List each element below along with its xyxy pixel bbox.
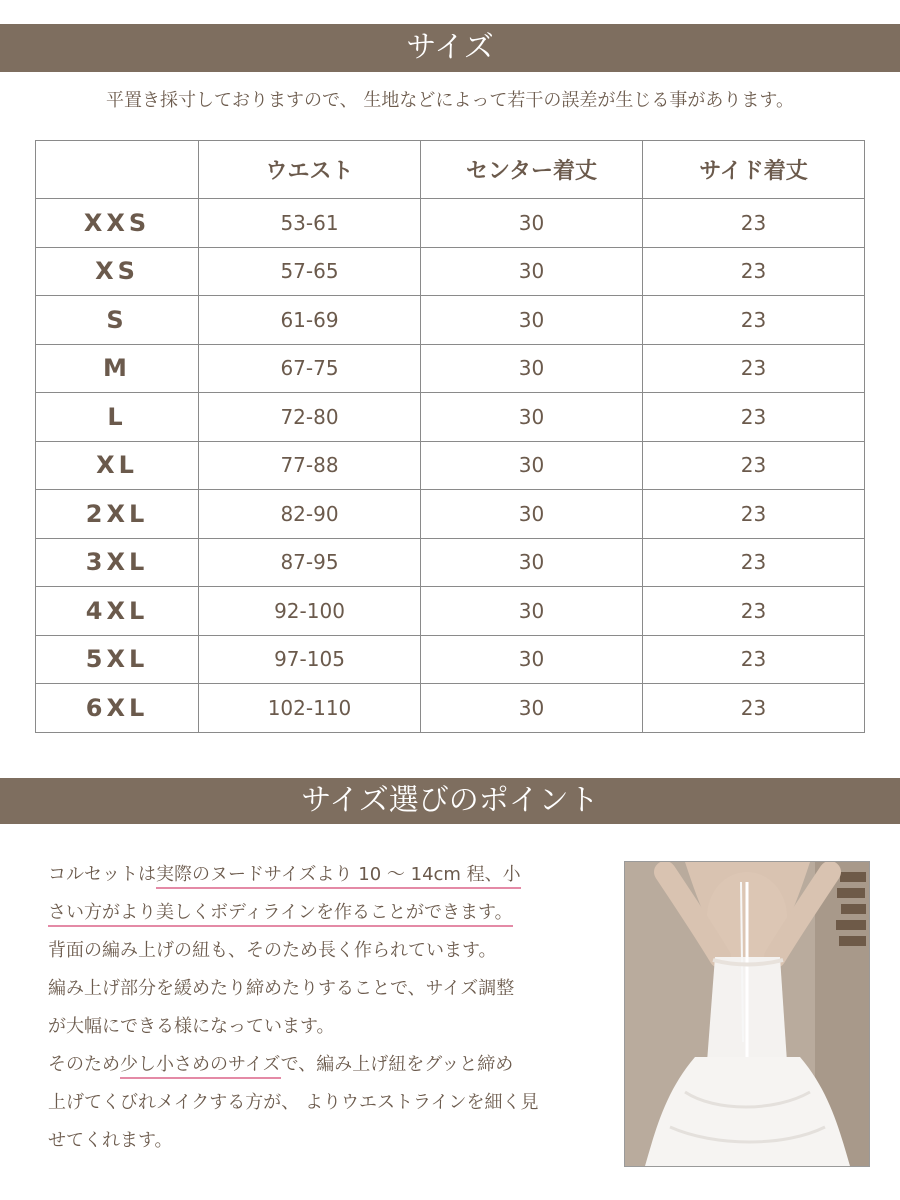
table-row bbox=[36, 490, 865, 539]
side-length-cell: 23 bbox=[643, 538, 865, 587]
table-header-row bbox=[36, 141, 865, 199]
center-length-cell: 30 bbox=[421, 441, 643, 490]
side-length-cell: 23 bbox=[643, 393, 865, 442]
table-row bbox=[36, 587, 865, 636]
points-line bbox=[48, 856, 608, 894]
size-points-text bbox=[48, 856, 608, 1160]
points-line bbox=[48, 1046, 608, 1084]
waist-cell: 77-88 bbox=[199, 441, 421, 490]
size-label: 2XL bbox=[36, 490, 199, 539]
waist-cell: 61-69 bbox=[199, 296, 421, 345]
points-text-segment: 編み上げ部分を緩めたり締めたりすることで、サイズ調整 bbox=[48, 978, 515, 999]
waist-cell: 97-105 bbox=[199, 635, 421, 684]
size-section-title: サイズ bbox=[406, 30, 494, 65]
points-text-segment: 背面の編み上げの紐も、そのため長く作られています。 bbox=[48, 940, 497, 961]
waist-cell: 87-95 bbox=[199, 538, 421, 587]
points-line bbox=[48, 894, 608, 932]
side-length-cell: 23 bbox=[643, 344, 865, 393]
points-line bbox=[48, 970, 608, 1008]
header-side-length: サイド着丈 bbox=[643, 141, 865, 199]
points-text-segment: コルセットは bbox=[48, 864, 156, 885]
size-label: 6XL bbox=[36, 684, 199, 733]
waist-cell: 57-65 bbox=[199, 247, 421, 296]
table-row bbox=[36, 296, 865, 345]
side-length-cell: 23 bbox=[643, 490, 865, 539]
points-text-segment: で、編み上げ紐をグッと締め bbox=[280, 1054, 514, 1075]
header-center-length: センター着丈 bbox=[421, 141, 643, 199]
center-length-cell: 30 bbox=[421, 587, 643, 636]
points-text-segment: 上げてくびれメイクする方が、 よりウエストラインを細く見 bbox=[48, 1092, 539, 1113]
side-length-cell: 23 bbox=[643, 296, 865, 345]
table-row bbox=[36, 247, 865, 296]
table-row bbox=[36, 344, 865, 393]
size-label: 5XL bbox=[36, 635, 199, 684]
size-banner bbox=[0, 24, 900, 72]
center-length-cell: 30 bbox=[421, 344, 643, 393]
center-length-cell: 30 bbox=[421, 247, 643, 296]
size-label: M bbox=[36, 344, 199, 393]
waist-cell: 82-90 bbox=[199, 490, 421, 539]
measurement-note: 平置き採寸しておりますので、 生地などによって若干の誤差が生じる事があります。 bbox=[106, 90, 794, 111]
table-row bbox=[36, 635, 865, 684]
table-row bbox=[36, 684, 865, 733]
table-row bbox=[36, 441, 865, 490]
size-label: XS bbox=[36, 247, 199, 296]
side-length-cell: 23 bbox=[643, 199, 865, 248]
highlighted-text: 実際のヌードサイズより 10 ～ 14cm 程、小 bbox=[156, 864, 521, 889]
highlighted-text: さい方がより美しくボディラインを作ることができます。 bbox=[48, 902, 513, 927]
waist-cell: 92-100 bbox=[199, 587, 421, 636]
highlighted-text: 少し小さめのサイズ bbox=[120, 1054, 281, 1079]
points-line bbox=[48, 1122, 608, 1160]
center-length-cell: 30 bbox=[421, 538, 643, 587]
table-row bbox=[36, 199, 865, 248]
points-line bbox=[48, 1008, 608, 1046]
size-points-banner bbox=[0, 778, 900, 824]
side-length-cell: 23 bbox=[643, 635, 865, 684]
size-label: 3XL bbox=[36, 538, 199, 587]
table-row bbox=[36, 393, 865, 442]
size-label: XXS bbox=[36, 199, 199, 248]
points-text-segment: が大幅にできる様になっています。 bbox=[48, 1016, 335, 1037]
waist-cell: 67-75 bbox=[199, 344, 421, 393]
waist-cell: 102-110 bbox=[199, 684, 421, 733]
center-length-cell: 30 bbox=[421, 296, 643, 345]
size-label: XL bbox=[36, 441, 199, 490]
size-table bbox=[35, 140, 865, 733]
size-points-title: サイズ選びのポイント bbox=[301, 783, 599, 818]
size-label: 4XL bbox=[36, 587, 199, 636]
center-length-cell: 30 bbox=[421, 199, 643, 248]
center-length-cell: 30 bbox=[421, 490, 643, 539]
waist-cell: 53-61 bbox=[199, 199, 421, 248]
header-empty bbox=[36, 141, 199, 199]
points-line bbox=[48, 932, 608, 970]
waist-cell: 72-80 bbox=[199, 393, 421, 442]
center-length-cell: 30 bbox=[421, 684, 643, 733]
points-text-segment: そのため bbox=[48, 1054, 120, 1075]
center-length-cell: 30 bbox=[421, 635, 643, 684]
side-length-cell: 23 bbox=[643, 587, 865, 636]
size-label: L bbox=[36, 393, 199, 442]
points-line bbox=[48, 1084, 608, 1122]
table-row bbox=[36, 538, 865, 587]
size-label: S bbox=[36, 296, 199, 345]
center-length-cell: 30 bbox=[421, 393, 643, 442]
points-text-segment: せてくれます。 bbox=[48, 1130, 173, 1151]
header-waist: ウエスト bbox=[199, 141, 421, 199]
side-length-cell: 23 bbox=[643, 247, 865, 296]
corset-photo bbox=[624, 861, 870, 1167]
side-length-cell: 23 bbox=[643, 684, 865, 733]
side-length-cell: 23 bbox=[643, 441, 865, 490]
corset-model-image bbox=[625, 862, 869, 1166]
